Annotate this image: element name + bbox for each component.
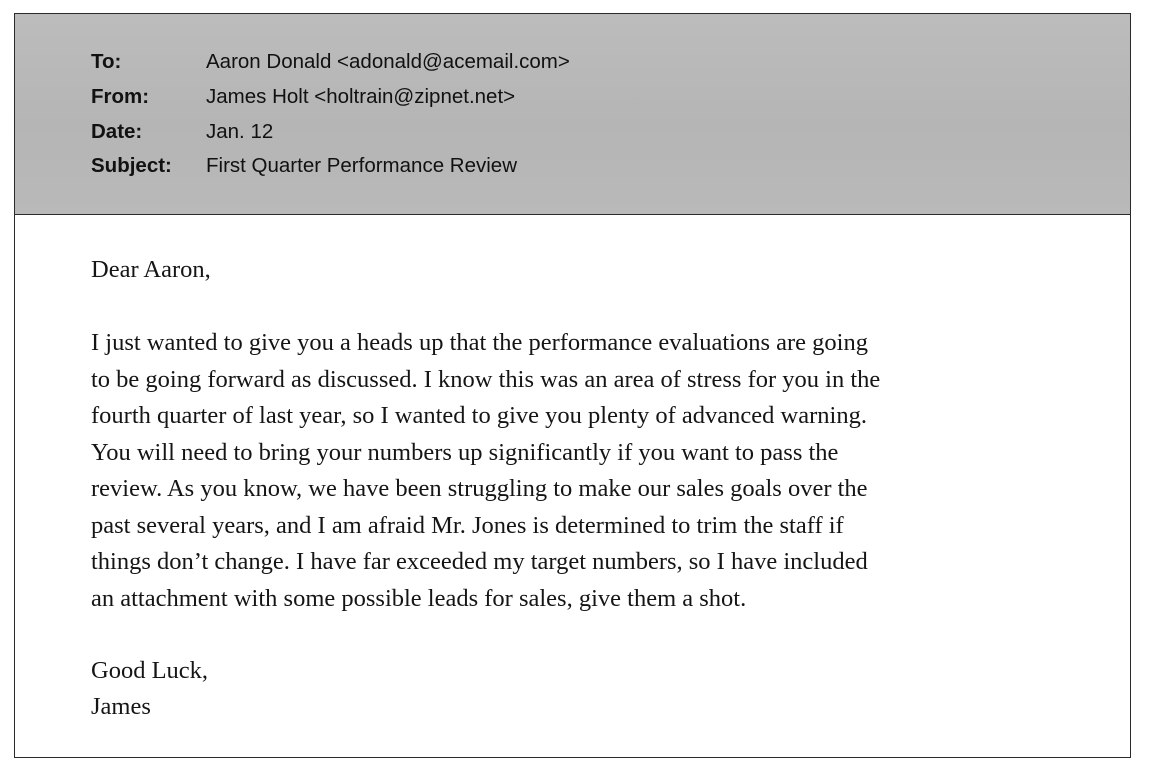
subject-label: Subject: bbox=[91, 154, 172, 177]
body-line: I just wanted to give you a heads up that the performance evaluations are going bbox=[91, 329, 868, 356]
email-message bbox=[14, 13, 1131, 758]
date-label: Date: bbox=[91, 120, 143, 143]
to-label: To: bbox=[91, 50, 122, 73]
body-line: fourth quarter of last year, so I wanted to give you plenty of advanced warning. bbox=[91, 402, 867, 429]
body-line: past several years, and I am afraid Mr. Jones is determined to trim the staff if bbox=[91, 511, 844, 539]
date-value: Jan. 12 bbox=[206, 120, 274, 143]
subject-value: First Quarter Performance Review bbox=[206, 154, 518, 177]
signature: James bbox=[91, 693, 151, 720]
body-line: an attachment with some possible leads for sales, give them a shot. bbox=[91, 584, 747, 612]
from-value: James Holt <holtrain@zipnet.net> bbox=[206, 85, 516, 108]
body-paragraph bbox=[91, 325, 1091, 617]
body-line: review. As you know, we have been struggling to make our sales goals over the bbox=[91, 475, 868, 502]
email-header bbox=[15, 14, 1130, 215]
greeting: Dear Aaron, bbox=[91, 256, 211, 283]
closing: Good Luck, bbox=[91, 657, 209, 684]
body-line: things don’t change. I have far exceeded my target numbers, so I have included bbox=[91, 548, 868, 575]
from-label: From: bbox=[91, 85, 150, 108]
body-line: You will need to bring your numbers up significantly if you want to pass the bbox=[91, 438, 839, 466]
to-value: Aaron Donald <adonald@acemail.com> bbox=[206, 50, 570, 73]
body-line: to be going forward as discussed. I know this was an area of stress for you in the bbox=[91, 365, 881, 393]
